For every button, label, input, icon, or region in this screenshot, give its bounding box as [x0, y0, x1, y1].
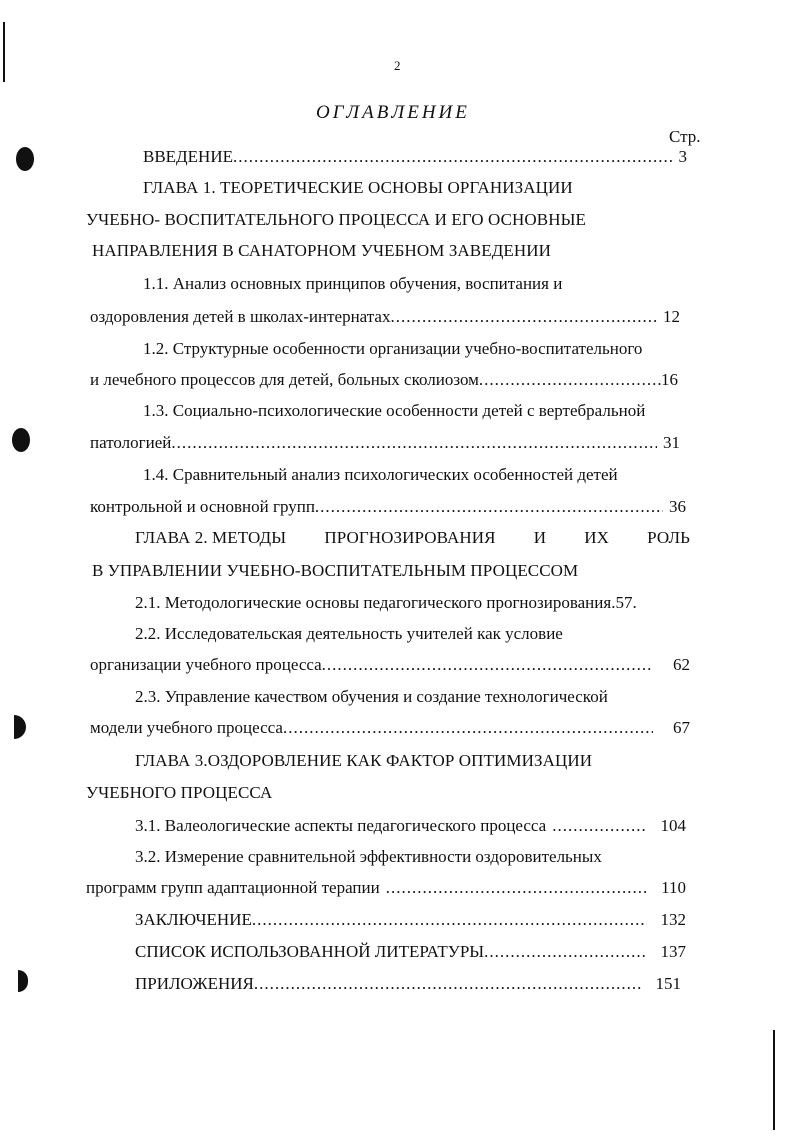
toc-label: 2.1. Методологические основы педагогического прогнозирования. [135, 593, 616, 612]
punch-hole-mark [16, 147, 34, 171]
toc-page: 110 [661, 878, 686, 897]
toc-page: 31 [663, 433, 680, 452]
toc-label: СПИСОК ИСПОЛЬЗОВАННОЙ ЛИТЕРАТУРЫ [135, 942, 485, 961]
toc-entry-2-2[interactable] [90, 654, 690, 676]
toc-page: 67 [673, 718, 690, 737]
chapter-1-heading-line-1[interactable]: ГЛАВА 1. ТЕОРЕТИЧЕСКИЕ ОСНОВЫ ОРГАНИЗАЦИИ [143, 178, 573, 197]
toc-entry-3-1[interactable] [135, 815, 686, 837]
toc-entry-1-1-line-1[interactable]: 1.1. Анализ основных принципов обучения, воспитания и [143, 274, 563, 293]
toc-entry-2-2-line-1[interactable]: 2.2. Исследовательская деятельность учителей как условие [135, 624, 563, 643]
toc-label: ПРИЛОЖЕНИЯ [135, 974, 254, 993]
page-column-header: Стр. [669, 127, 701, 146]
punch-hole-mark [18, 970, 28, 992]
toc-entry-1-1[interactable] [90, 306, 680, 328]
toc-entry-2-3[interactable] [90, 717, 690, 739]
chapter-2-heading-line-2[interactable]: В УПРАВЛЕНИИ УЧЕБНО-ВОСПИТАТЕЛЬНЫМ ПРОЦЕССОМ [92, 561, 579, 580]
toc-page: 62 [673, 655, 690, 674]
scan-edge-line-right [773, 1030, 775, 1130]
chapter-2-heading-line-1[interactable]: ГЛАВА 2. МЕТОДЫ ПРОГНОЗИРОВАНИЯ И ИХ РОЛЬ [135, 528, 690, 547]
toc-label: ЗАКЛЮЧЕНИЕ [135, 910, 252, 929]
toc-entry-conclusion[interactable] [135, 909, 686, 931]
toc-page: 104 [660, 816, 686, 835]
toc-label: 3.1. Валеологические аспекты педагогического процесса [135, 816, 547, 835]
toc-entry-2-1[interactable] [135, 592, 637, 614]
toc-entry-1-2[interactable] [90, 369, 678, 391]
page-number: 2 [394, 58, 401, 73]
toc-page: 57. [615, 593, 637, 612]
scan-edge-line-left [3, 22, 5, 82]
toc-page: 132 [660, 910, 686, 929]
chapter-3-heading-line-2[interactable]: УЧЕБНОГО ПРОЦЕССА [86, 783, 273, 802]
toc-entry-1-4[interactable] [90, 496, 686, 518]
toc-entry-intro[interactable] [143, 146, 687, 168]
toc-page: 151 [655, 974, 681, 993]
toc-entry-1-3-line-1[interactable]: 1.3. Социально-психологические особенности детей с вертебральной [143, 401, 646, 420]
toc-label: организации учебного процесса [90, 655, 322, 674]
toc-entry-3-2[interactable] [86, 877, 686, 899]
toc-entry-appendices[interactable] [135, 973, 681, 995]
toc-entry-references[interactable] [135, 941, 686, 963]
toc-label: оздоровления детей в школах-интернатах [90, 307, 391, 326]
toc-entry-1-4-line-1[interactable]: 1.4. Сравнительный анализ психологических особенностей детей [143, 465, 618, 484]
punch-hole-mark [12, 428, 30, 452]
toc-label: и лечебного процессов для детей, больных сколиозом [90, 370, 479, 389]
toc-entry-3-2-line-1[interactable]: 3.2. Измерение сравнительной эффективности оздоровительных [135, 847, 602, 866]
toc-page: 12 [663, 307, 680, 326]
toc-page: 16 [661, 370, 678, 389]
toc-page: 137 [660, 942, 686, 961]
toc-entry-1-3[interactable] [90, 432, 680, 454]
toc-label: модели учебного процесса [90, 718, 283, 737]
toc-entry-2-3-line-1[interactable]: 2.3. Управление качеством обучения и создание технологической [135, 687, 608, 706]
page-title: ОГЛАВЛЕНИЕ [316, 102, 470, 123]
toc-label: ВВЕДЕНИЕ [143, 147, 233, 166]
toc-page: 3 [678, 147, 687, 166]
chapter-1-heading-line-3[interactable]: НАПРАВЛЕНИЯ В САНАТОРНОМ УЧЕБНОМ ЗАВЕДЕНИИ [92, 241, 552, 260]
toc-label: контрольной и основной групп [90, 497, 315, 516]
chapter-1-heading-line-2[interactable]: УЧЕБНО- ВОСПИТАТЕЛЬНОГО ПРОЦЕССА И ЕГО ОСНОВНЫЕ [86, 210, 587, 229]
chapter-3-heading-line-1[interactable]: ГЛАВА 3.ОЗДОРОВЛЕНИЕ КАК ФАКТОР ОПТИМИЗАЦИИ [135, 751, 593, 770]
toc-page: 36 [669, 497, 686, 516]
toc-label: патологией [90, 433, 172, 452]
punch-hole-mark [14, 715, 26, 739]
toc-entry-1-2-line-1[interactable]: 1.2. Структурные особенности организации учебно-воспитательного [143, 339, 643, 358]
toc-label: программ групп адаптационной терапии [86, 878, 380, 897]
